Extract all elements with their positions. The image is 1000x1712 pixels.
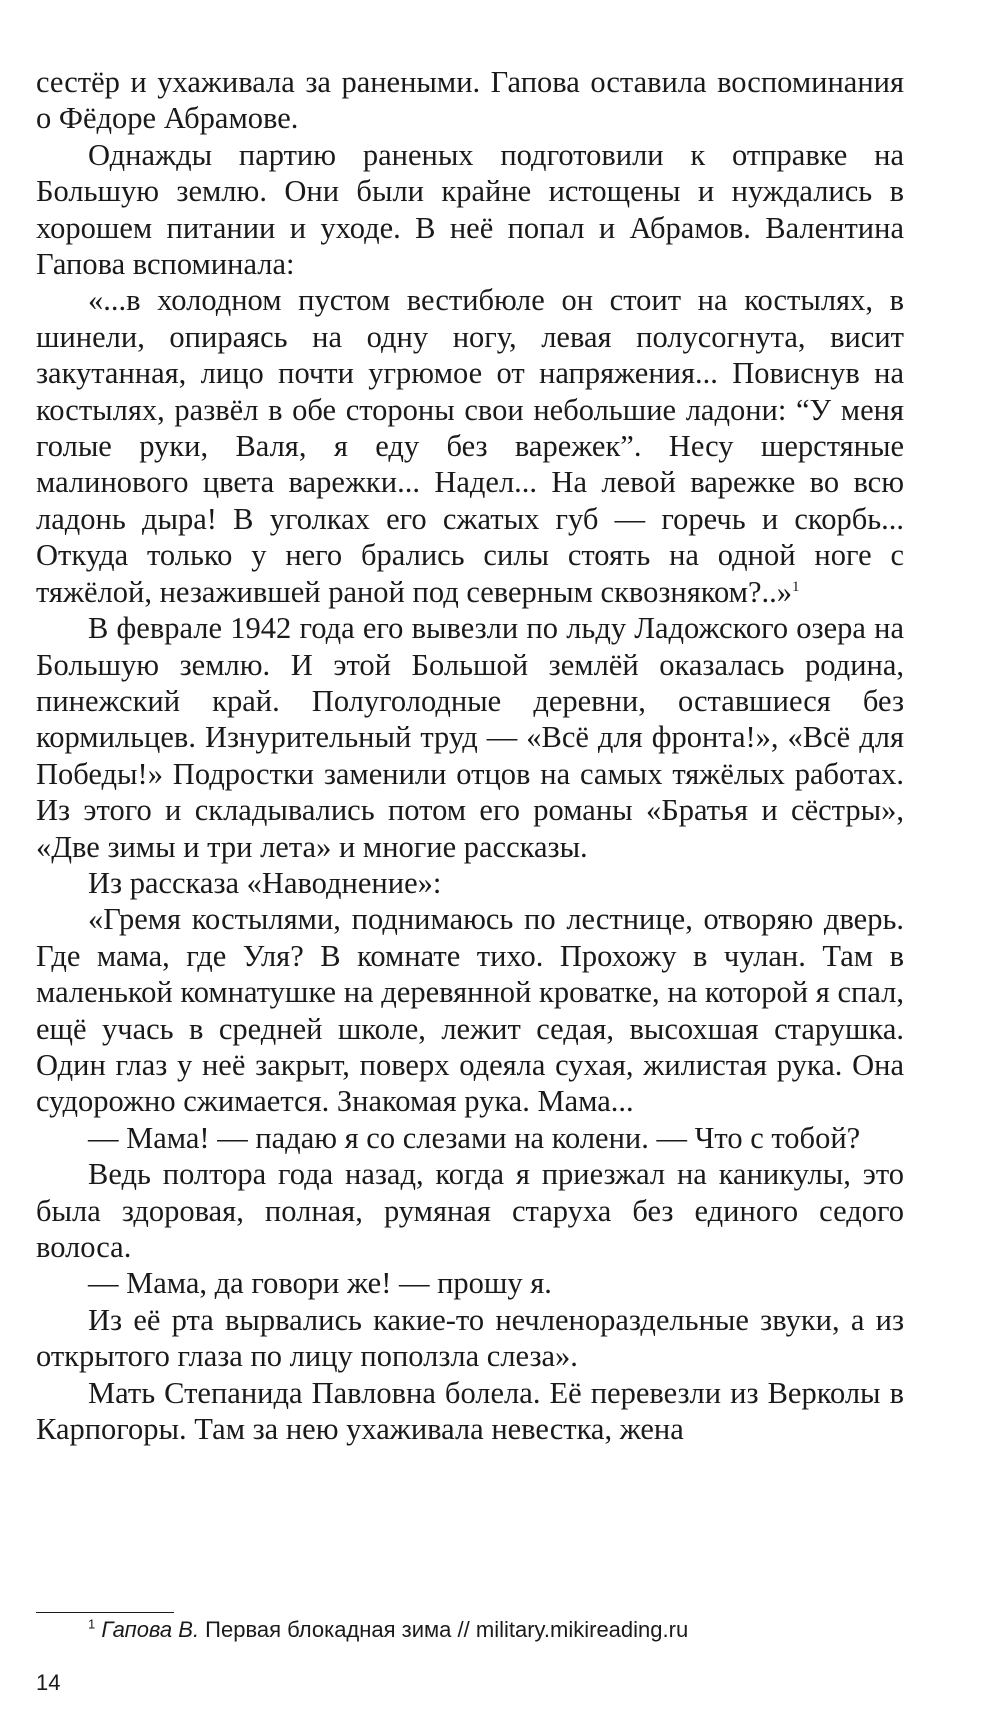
footnote-author: Гапова В. bbox=[101, 1617, 200, 1642]
quote-text: «...в холодном пустом вестибюле он стоит на костылях, в шинели, опираясь на одну ногу, левая полусогнута, висит закутанная, лицо почти угрюмое от напряжения... Повиснув на костылях, развёл в обе стороны свои небольшие ладони: “У меня голые руки, Валя, я еду без варежек”. Несу шерстяные малинового цвета варежки... Надел... На левой варежке во всю ладонь дыра! В уголках его сжатых губ — горечь и скорбь... Откуда только у него брались силы стоять на одной ноге с тяжёлой, незажившей раной под северным сквозняком?..» bbox=[36, 283, 904, 609]
paragraph-3-quote bbox=[36, 282, 904, 610]
paragraph-11: Мать Степанида Павловна болела. Её перевезли из Верколы в Карпогоры. Там за нею ухаживала невестка, жена bbox=[36, 1375, 904, 1447]
paragraph-5: Из рассказа «Наводнение»: bbox=[88, 865, 442, 900]
body-text bbox=[36, 64, 904, 1447]
paragraph-4: В феврале 1942 года его вывезли по льду Ладожского озера на Большую землю. И этой Большой землёй оказалась родина, пинежский край. Полуголодные деревни, оставшиеся без кормильцев. Изнурительный труд — «Всё для фронта!», «Всё для Победы!» Подростки заменили отцов на самых тяжёлых работах. Из этого и складывались потом его романы «Братья и сёстры», «Две зимы и три лета» и многие рассказы. bbox=[36, 611, 904, 864]
footnote-reference: 1 bbox=[792, 578, 800, 595]
paragraph-9: — Мама, да говори же! — прошу я. bbox=[88, 1266, 552, 1301]
page-number: 14 bbox=[36, 1670, 61, 1695]
paragraph-10: Из её рта вырвались какие-то нечленораздельные звуки, а из открытого глаза по лицу поползла слеза». bbox=[36, 1302, 904, 1374]
paragraph-1: сестёр и ухаживала за ранеными. Гапова оставила воспоминания о Фёдоре Абрамове. bbox=[36, 65, 904, 136]
paragraph-6: «Гремя костылями, поднимаюсь по лестнице, отворяю дверь. Где мама, где Уля? В комнате тихо. Прохожу в чулан. Там в маленькой комнатушке на деревянной кроватке, на которой я спал, ещё учась в средней школе, лежит седая, высохшая старушка. Один глаз у неё закрыт, поверх одеяла сухая, жилистая рука. Она судорожно сжимается. Знакомая рука. Мама... bbox=[36, 902, 904, 1119]
paragraph-7: — Мама! — падаю я со слезами на колени. — Что с тобой? bbox=[88, 1120, 861, 1155]
footnote-divider bbox=[36, 1612, 174, 1613]
paragraph-8: Ведь полтора года назад, когда я приезжал на каникулы, это была здоровая, полная, румяная старуха без единого седого волоса. bbox=[36, 1157, 904, 1264]
footnote-text: Первая блокадная зима // military.mikireading.ru bbox=[199, 1617, 689, 1642]
footnote-marker: 1 bbox=[88, 1616, 96, 1632]
paragraph-2: Однажды партию раненых подготовили к отправке на Большую землю. Они были крайне истощены и нуждались в хорошем питании и уходе. В неё попал и Абрамов. Валентина Гапова вспоминала: bbox=[36, 137, 904, 282]
footnote bbox=[88, 1616, 904, 1644]
